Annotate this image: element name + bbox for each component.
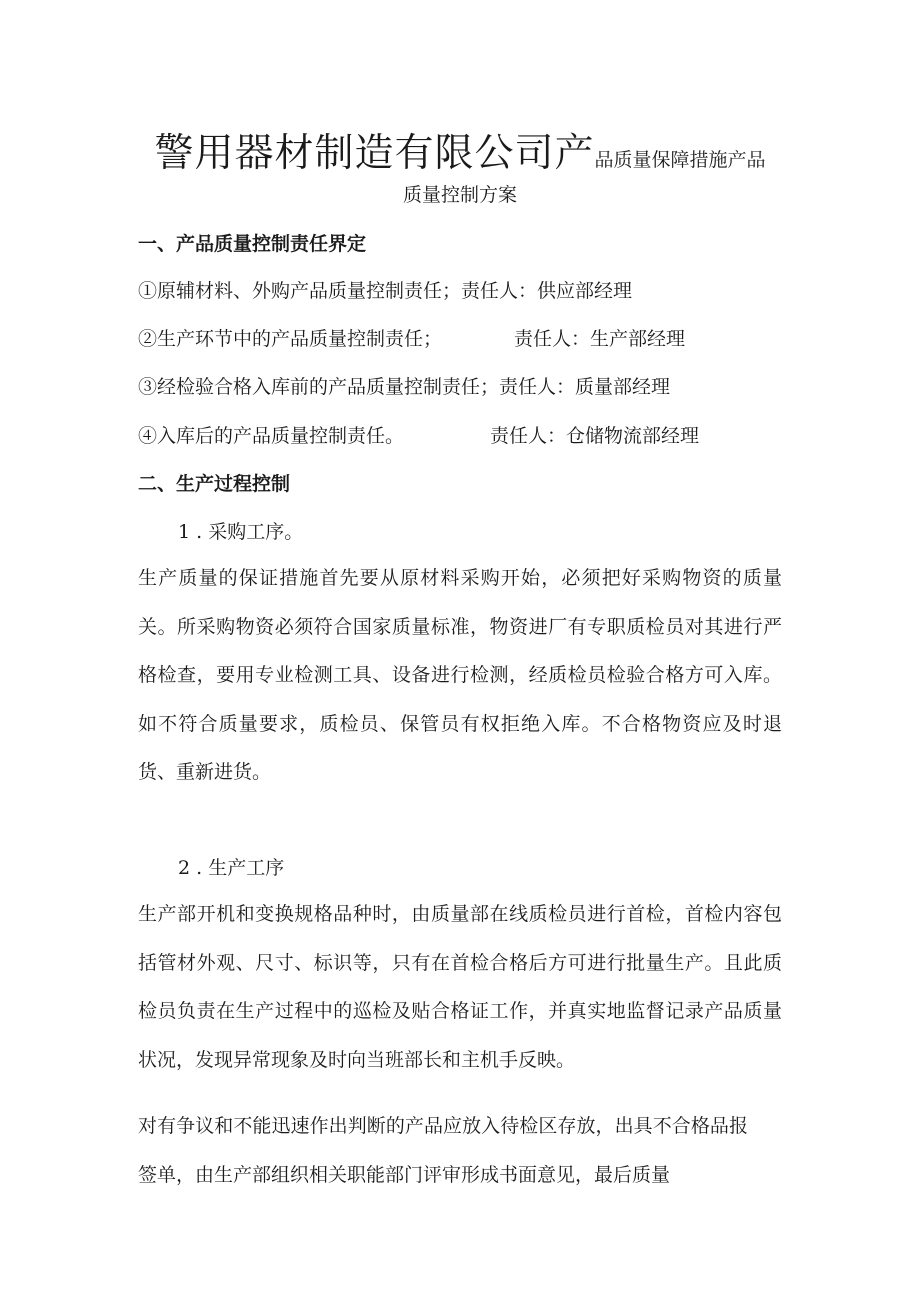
responsibility-item-3 <box>138 372 670 399</box>
title-large-part: 警用器材制造有限公司产 <box>154 131 595 176</box>
section-1-heading: 一、产品质量控制责任界定 <box>138 233 367 255</box>
section-2-heading: 二、生产过程控制 <box>138 473 291 495</box>
responsibility-text: ④入库后的产品质量控制责任。 <box>138 425 405 447</box>
responsibility-item-2 <box>138 324 686 351</box>
step-1-label: 1 . 采购工序。 <box>178 521 304 543</box>
responsibility-person: 责任人：仓储物流部经理 <box>490 425 700 447</box>
title-small-part: 品质量保障措施产品 <box>594 149 766 171</box>
responsibility-text: ③经检验合格入库前的产品质量控制责任；责任人：质量部经理 <box>138 376 671 398</box>
step-1-paragraph: 生产质量的保证措施首先要从原材料采购开始，必须把好采购物资的质量关。所采购物资必须符合国家质量标准，物资进厂有专职质检员对其进行严格检查，要用专业检测工具、设备进行检测，经质检员检验合格方可入库。如不符合质量要求，质检员、保管员有权拒绝入库。不合格物资应及时退货、重新进货。 <box>138 567 782 783</box>
step-2-paragraph: 生产部开机和变换规格品种时，由质量部在线质检员进行首检，首检内容包括管材外观、尺寸、标识等，只有在首检合格后方可进行批量生产。且此质检员负责在生产过程中的巡检及贴合格证工作，并真实地监督记录产品质量状况，发现异常现象及时向当班部长和主机手反映。 <box>138 903 782 1071</box>
document-title <box>130 122 790 178</box>
responsibility-item-4 <box>138 421 700 448</box>
responsibility-person: 责任人：生产部经理 <box>514 328 686 350</box>
responsibility-text: ②生产环节中的产品质量控制责任； <box>138 328 443 350</box>
responsibility-text: ①原辅材料、外购产品质量控制责任；责任人：供应部经理 <box>138 280 633 302</box>
step-2-paragraph-2: 对有争议和不能迅速作出判断的产品应放入待检区存放，出具不合格品报签单，由生产部组织相关职能部门评审形成书面意见，最后质量 <box>138 1115 748 1186</box>
step-2-label: 2 . 生产工序 <box>178 857 285 879</box>
responsibility-item-1 <box>138 276 632 303</box>
document-subtitle: 质量控制方案 <box>402 184 517 206</box>
